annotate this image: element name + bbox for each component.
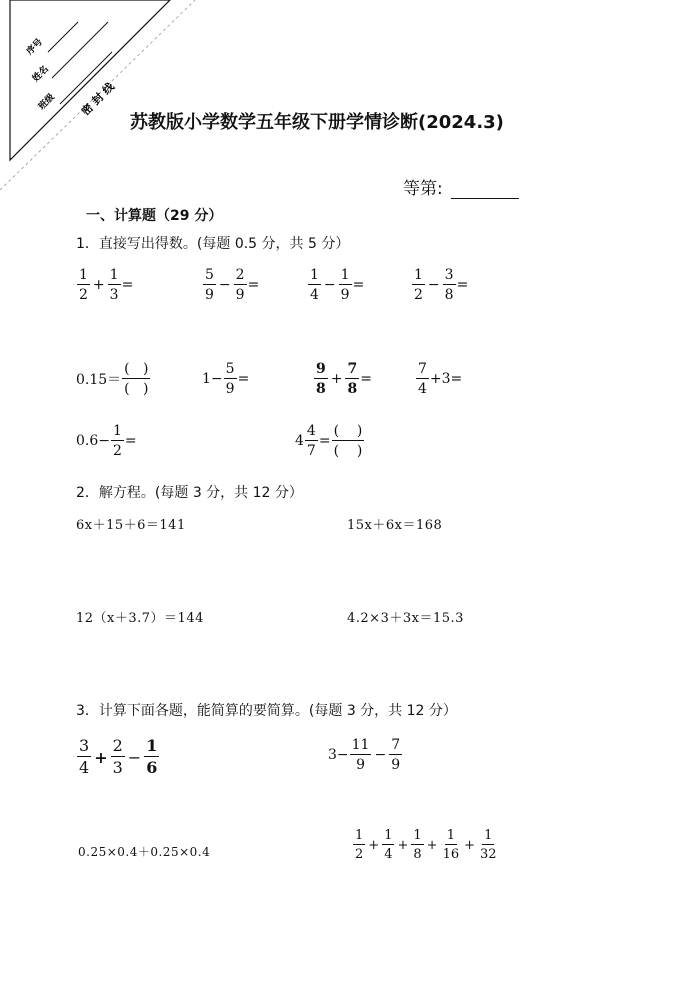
binding-corner — [0, 0, 200, 200]
grade-field — [403, 174, 519, 199]
q1-item-5: 0.15＝ $\frac{( )}{( )}$ — [76, 361, 149, 397]
q1-item-2: $\frac{5}{9}$ − $\frac{2}{9}$ = — [205, 267, 260, 303]
seal-line-label: 密 封 线 — [78, 80, 117, 119]
q1-item-4: $\frac{1}{2}$ − $\frac{3}{8}$ = — [414, 267, 469, 303]
q2-heading: 2．解方程。(每题 3 分，共 12 分） — [76, 485, 303, 501]
q3-expression-2: 3− $\frac{11}{9}$ − $\frac{7}{9}$ — [328, 737, 401, 773]
section-heading: 一、计算题（29 分） — [86, 208, 223, 224]
page-title: 苏教版小学数学五年级下册学情诊断(2024.3) — [130, 112, 504, 133]
q1-heading: 1．直接写出得数。(每题 0.5 分，共 5 分） — [76, 236, 350, 252]
equation-3: 12（x＋3.7）＝144 — [76, 611, 204, 626]
q1-item-3: $\frac{1}{4}$ − $\frac{1}{9}$ = — [310, 267, 365, 303]
equation-1: 6x＋15＋6＝141 — [76, 518, 186, 533]
answer-fraction-blank[interactable]: $\frac{( )}{( )}$ — [333, 423, 363, 459]
q3-heading: 3．计算下面各题，能简算的要简算。(每题 3 分，共 12 分） — [76, 703, 457, 719]
seat-label: 序号 — [25, 37, 45, 58]
q1-item-1: $\frac{1}{2}$ + $\frac{1}{3}$ = — [79, 267, 134, 303]
equation-2: 15x＋6x＝168 — [347, 518, 443, 533]
q1-item-9: 0.6− $\frac{1}{2}$ = — [76, 423, 137, 459]
answer-fraction-blank[interactable]: $\frac{( )}{( )}$ — [124, 361, 149, 397]
name-label: 姓名 — [31, 64, 51, 85]
q1-item-8: $\frac{7}{4}$ +3= — [418, 361, 463, 397]
grade-blank[interactable] — [451, 182, 519, 199]
q1-item-10: 4 $\frac{4}{7}$ = $\frac{( )}{( )}$ — [295, 423, 363, 459]
q1-item-7: $\frac{9}{8}$ + $\frac{7}{8}$ = — [316, 361, 372, 397]
class-label: 班级 — [37, 92, 57, 113]
q3-expression-3: 0.25×0.4＋0.25×0.4 — [78, 845, 211, 859]
equation-4: 4.2×3＋3x＝15.3 — [347, 611, 464, 626]
q3-expression-1: $\frac{3}{4}$ + $\frac{2}{3}$ − $\frac{1}{6}$ — [79, 736, 158, 777]
q1-item-6: 1− $\frac{5}{9}$ = — [202, 361, 250, 397]
q3-expression-4: $\frac{1}{2}$ + $\frac{1}{4}$ + $\frac{1}{8}$ + $\frac{1}{16}$ + $\frac{1}{32}$ — [355, 828, 497, 862]
grade-label: 等第: — [403, 179, 443, 199]
